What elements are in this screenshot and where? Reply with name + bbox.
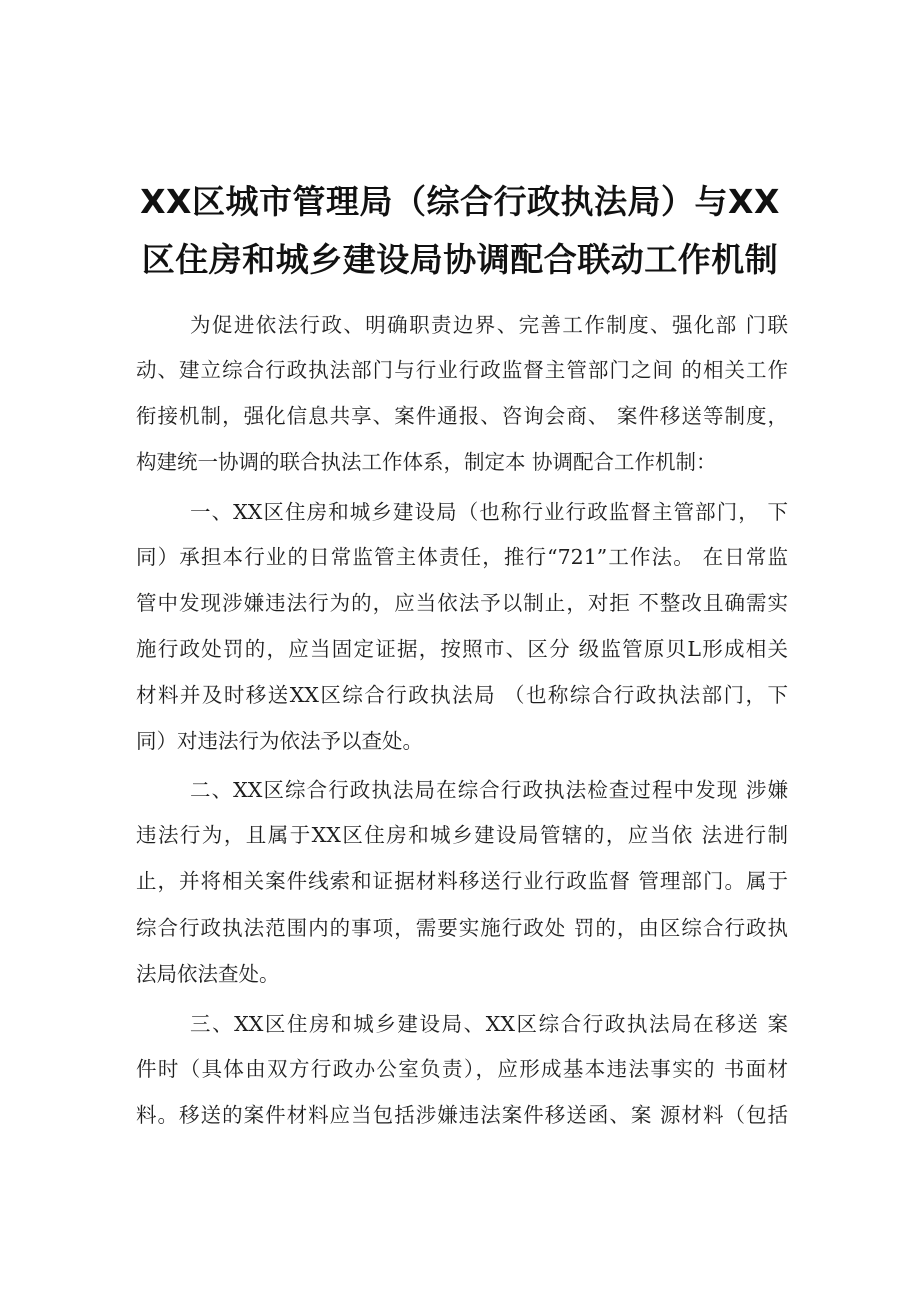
paragraph-3-line-3: 止，并将相关案件线索和证据材料移送行业行政监督 管理部门。属于 <box>136 869 788 893</box>
paragraph-3-line-4: 综合行政执法范围内的事项，需要实施行政处 罚的，由区综合行政执 <box>136 916 788 940</box>
document-title-line-2: 区住房和城乡建设局协调配合联动工作机制 <box>141 240 779 279</box>
paragraph-1-line-1: 为促进依法行政、明确职责边界、完善工作制度、强化部 门联 <box>190 313 788 337</box>
paragraph-4-line-3: 料。移送的案件材料应当包括涉嫌违法案件移送函、案 源材料（包括 <box>136 1103 788 1127</box>
paragraph-2-line-2: 同）承担本行业的日常监管主体责任，推行“721”工作法。 在日常监 <box>136 545 788 569</box>
paragraph-2-line-5: 材料并及时移送XX区综合行政执法局 （也称综合行政执法部门，下 <box>136 683 788 707</box>
paragraph-2-line-3: 管中发现涉嫌违法行为的，应当依法予以制止，对拒 不整改且确需实 <box>136 591 788 615</box>
paragraph-1-line-3: 衔接机制，强化信息共享、案件通报、咨询会商、 案件移送等制度， <box>136 404 788 428</box>
document-title-line-1: XX区城市管理局（综合行政执法局）与XX <box>140 182 780 221</box>
paragraph-3-line-1: 二、XX区综合行政执法局在综合行政执法检查过程中发现 涉嫌 <box>190 778 788 802</box>
paragraph-4-line-2: 件时（具体由双方行政办公室负责），应形成基本违法事实的 书面材 <box>136 1057 788 1081</box>
paragraph-1-line-2: 动、建立综合行政执法部门与行业行政监督主管部门之间 的相关工作 <box>136 358 788 382</box>
paragraph-2-line-4: 施行政处罚的，应当固定证据，按照市、区分 级监管原贝L形成相关 <box>136 637 788 661</box>
paragraph-3-line-2: 违法行为，且属于XX区住房和城乡建设局管辖的，应当依 法进行制 <box>136 823 788 847</box>
paragraph-2-line-6: 同）对违法行为依法予以查处。 <box>136 729 423 753</box>
paragraph-2-line-1: 一、XX区住房和城乡建设局（也称行业行政监督主管部门， 下 <box>190 500 788 524</box>
paragraph-4-line-1: 三、XX区住房和城乡建设局、XX区综合行政执法局在移送 案 <box>190 1012 788 1036</box>
paragraph-3-line-5: 法局依法查处。 <box>136 962 280 986</box>
paragraph-1-line-4: 构建统一协调的联合执法工作体系，制定本 协调配合工作机制： <box>136 450 717 474</box>
